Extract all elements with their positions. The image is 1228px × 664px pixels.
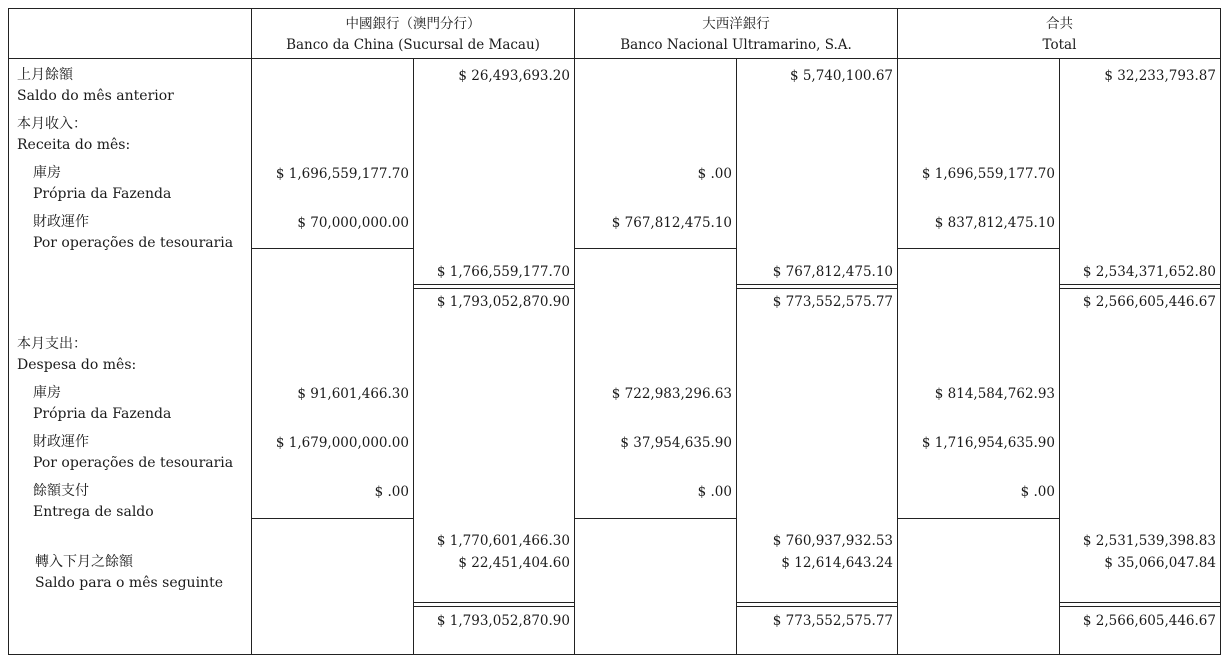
total-rule <box>413 284 574 285</box>
row-label-income-ops <box>33 212 233 254</box>
value-total-income-ops: $ 837,812,475.10 <box>934 215 1055 231</box>
row-label-pt: Despesa do mês: <box>17 357 137 373</box>
value-boc-income-treasury: $ 1,696,559,177.70 <box>275 166 409 182</box>
row-label-pt: Saldo para o mês seguinte <box>35 575 223 591</box>
row-label-prev-balance <box>17 65 174 107</box>
value-total-expense-delivery: $ .00 <box>1020 484 1055 500</box>
value-boc-expense-treasury: $ 91,601,466.30 <box>297 386 409 402</box>
value-bnu-income-ops: $ 767,812,475.10 <box>611 215 732 231</box>
total-rule <box>413 288 574 289</box>
value-boc-expense-ops: $ 1,679,000,000.00 <box>275 435 409 451</box>
column-header-zh: 中國銀行（澳門分行） <box>345 16 481 32</box>
column-header-pt: Banco Nacional Ultramarino, S.A. <box>620 37 852 53</box>
value-total-expense-ops: $ 1,716,954,635.90 <box>921 435 1055 451</box>
total-rule <box>1059 606 1221 607</box>
column-divider <box>897 8 898 655</box>
value-boc-expense-delivery: $ .00 <box>374 484 409 500</box>
column-header-boc <box>252 14 574 56</box>
column-divider <box>574 8 575 655</box>
value-boc-next-balance: $ 22,451,404.60 <box>458 555 570 571</box>
subtotal-rule <box>574 248 736 249</box>
header-divider <box>8 58 1221 59</box>
value-total-prev: $ 32,233,793.87 <box>1104 68 1216 84</box>
row-label-pt: Própria da Fazenda <box>33 406 172 422</box>
column-header-total <box>898 14 1221 56</box>
row-label-income-treasury <box>33 163 171 205</box>
total-rule <box>736 284 897 285</box>
value-boc-income-ops: $ 70,000,000.00 <box>297 215 409 231</box>
column-header-zh: 合共 <box>1046 16 1073 32</box>
subtotal-rule <box>574 518 736 519</box>
value-bnu-income-total: $ 773,552,575.77 <box>772 294 893 310</box>
column-header-pt: Total <box>1042 37 1077 53</box>
row-label-zh: 庫房 <box>33 385 61 401</box>
total-rule <box>1059 288 1221 289</box>
row-label-zh: 財政運作 <box>33 214 89 230</box>
value-boc-prev: $ 26,493,693.20 <box>458 68 570 84</box>
value-boc-final-total: $ 1,793,052,870.90 <box>436 613 570 629</box>
value-total-expense-subtotal: $ 2,531,539,398.83 <box>1082 533 1216 549</box>
value-bnu-income-treasury: $ .00 <box>697 166 732 182</box>
total-rule <box>736 602 897 603</box>
value-total-final-total: $ 2,566,605,446.67 <box>1082 613 1216 629</box>
value-total-expense-treasury: $ 814,584,762.93 <box>934 386 1055 402</box>
total-rule <box>413 602 574 603</box>
row-label-expense <box>17 334 136 376</box>
row-label-expense-delivery <box>33 481 154 523</box>
row-label-zh: 本月支出： <box>17 336 87 352</box>
value-bnu-next-balance: $ 12,614,643.24 <box>781 555 893 571</box>
row-label-zh: 財政運作 <box>33 434 89 450</box>
value-bnu-income-subtotal: $ 767,812,475.10 <box>772 264 893 280</box>
value-boc-expense-subtotal: $ 1,770,601,466.30 <box>436 533 570 549</box>
row-label-expense-ops <box>33 432 233 474</box>
row-label-zh: 庫房 <box>33 165 61 181</box>
value-bnu-expense-treasury: $ 722,983,296.63 <box>611 386 732 402</box>
row-label-pt: Entrega de saldo <box>33 504 154 520</box>
subtotal-rule <box>897 518 1059 519</box>
total-rule <box>1059 284 1221 285</box>
row-label-pt: Saldo do mês anterior <box>17 88 174 104</box>
subtotal-rule <box>251 248 413 249</box>
value-total-income-subtotal: $ 2,534,371,652.80 <box>1082 264 1216 280</box>
column-divider <box>251 8 252 655</box>
value-boc-income-total: $ 1,793,052,870.90 <box>436 294 570 310</box>
value-bnu-expense-delivery: $ .00 <box>697 484 732 500</box>
row-label-pt: Receita do mês: <box>17 137 131 153</box>
column-header-pt: Banco da China (Sucursal de Macau) <box>286 37 540 53</box>
row-label-pt: Por operações de tesouraria <box>33 455 234 471</box>
total-rule <box>1059 602 1221 603</box>
subtotal-rule <box>251 518 413 519</box>
value-bnu-expense-subtotal: $ 760,937,932.53 <box>772 533 893 549</box>
column-header-zh: 大西洋銀行 <box>702 16 770 32</box>
total-rule <box>736 288 897 289</box>
value-bnu-prev: $ 5,740,100.67 <box>789 68 893 84</box>
value-bnu-final-total: $ 773,552,575.77 <box>772 613 893 629</box>
value-total-next-balance: $ 35,066,047.84 <box>1104 555 1216 571</box>
row-label-pt: Por operações de tesouraria <box>33 235 234 251</box>
total-rule <box>413 606 574 607</box>
row-label-zh: 本月收入： <box>17 116 87 132</box>
row-label-zh: 轉入下月之餘額 <box>35 554 133 570</box>
total-rule <box>736 606 897 607</box>
row-label-next-balance <box>35 552 223 594</box>
row-label-pt: Própria da Fazenda <box>33 186 172 202</box>
value-bnu-expense-ops: $ 37,954,635.90 <box>620 435 732 451</box>
value-total-income-total: $ 2,566,605,446.67 <box>1082 294 1216 310</box>
row-label-income <box>17 114 130 156</box>
subtotal-rule <box>897 248 1059 249</box>
column-header-bnu <box>575 14 897 56</box>
value-total-income-treasury: $ 1,696,559,177.70 <box>921 166 1055 182</box>
row-label-zh: 餘額支付 <box>33 483 89 499</box>
row-label-zh: 上月餘額 <box>17 67 73 83</box>
value-boc-income-subtotal: $ 1,766,559,177.70 <box>436 264 570 280</box>
row-label-expense-treasury <box>33 383 171 425</box>
